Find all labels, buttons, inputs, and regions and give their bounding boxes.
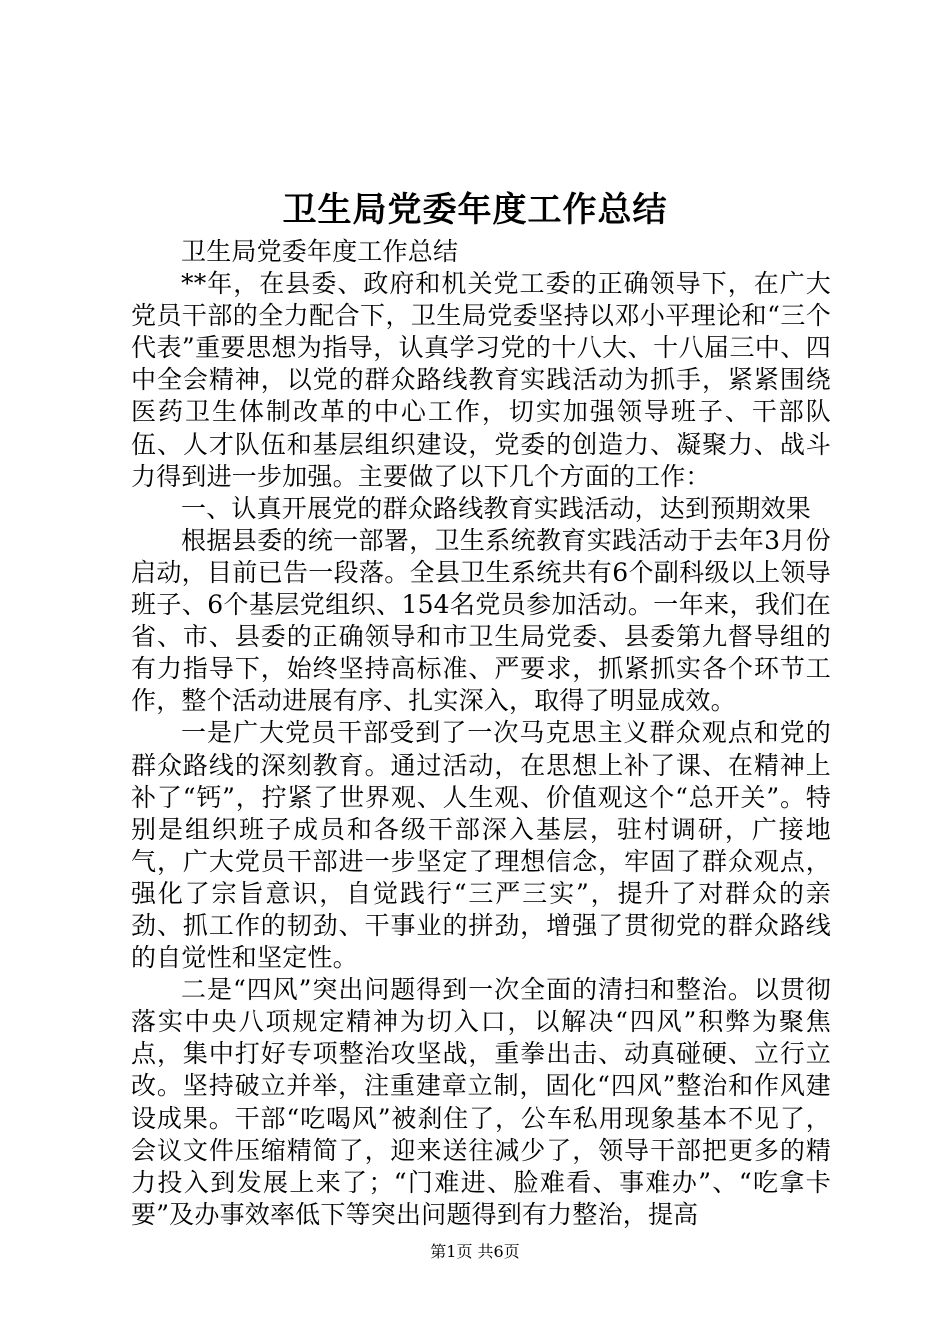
section-heading-1: 一、认真开展党的群众路线教育实践活动，达到预期效果 xyxy=(181,493,812,523)
paragraph-deployment: 根据县委的统一部署，卫生系统教育实践活动于去年3月份启动，目前已告一段落。全县卫生系统共有6个副科级以上领导班子、6个基层党组织、154名党员参加活动。一年来，我们在省、市、县委的正确领导和市卫生局党委、县委第九督导组的有力指导下，始终坚持高标准、严要求，抓紧抓实各个环节工作，整个活动进展有序、扎实深入，取得了明显成效。 xyxy=(131,525,831,716)
paragraph-point-two: 二是“四风”突出问题得到一次全面的清扫和整治。以贯彻落实中央八项规定精神为切入口，以解决“四风”积弊为聚焦点，集中打好专项整治攻坚战，重拳出击、动真碰硬、立行立改。坚持破立并举，注重建章立制，固化“四风”整治和作风建设成果。干部“吃喝风”被刹住了，公车私用现象基本不见了，会议文件压缩精简了，迎来送往减少了，领导干部把更多的精力投入到发展上来了；“门难进、脸难看、事难办”、“吃拿卡要”及办事效率低下等突出问题得到有力整治，提高 xyxy=(131,975,831,1229)
document-body xyxy=(131,236,831,1231)
page-footer: 第1页 共6页 xyxy=(430,1242,520,1261)
document-title: 卫生局党委年度工作总结 xyxy=(282,190,668,230)
paragraph-point-one: 一是广大党员干部受到了一次马克思主义群众观点和党的群众路线的深刻教育。通过活动，在思想上补了课、在精神上补了“钙”，拧紧了世界观、人生观、价值观这个“总开关”。特别是组织班子成员和各级干部深入基层，驻村调研，广接地气，广大党员干部进一步坚定了理想信念，牢固了群众观点，强化了宗旨意识，自觉践行“三严三实”，提升了对群众的亲劲、抓工作的韧劲、干事业的拼劲，增强了贯彻党的群众路线的自觉性和坚定性。 xyxy=(131,718,831,973)
paragraph-subtitle: 卫生局党委年度工作总结 xyxy=(181,237,459,266)
paragraph-intro: **年，在县委、政府和机关党工委的正确领导下，在广大党员干部的全力配合下，卫生局党委坚持以邓小平理论和“三个代表”重要思想为指导，认真学习党的十八大、十八届三中、四中全会精神，以党的群众路线教育实践活动为抓手，紧紧围绕医药卫生体制改革的中心工作，切实加强领导班子、干部队伍、人才队伍和基层组织建设，党委的创造力、凝聚力、战斗力得到进一步加强。主要做了以下几个方面的工作： xyxy=(131,269,831,491)
